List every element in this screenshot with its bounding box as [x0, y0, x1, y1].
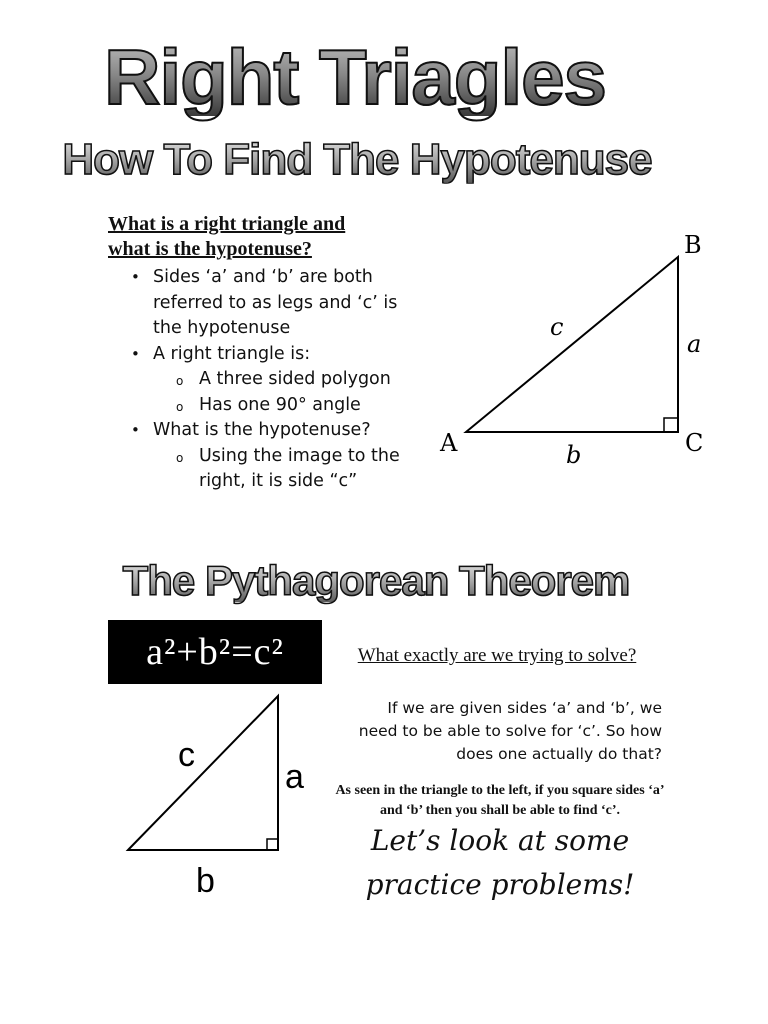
note-text: As seen in the triangle to the left, if you square sides ‘a’ and ‘b’ then you shall be able to find ‘c’. — [335, 783, 665, 818]
side-label-b: b — [566, 441, 582, 469]
vertex-label-c: C — [685, 429, 704, 457]
side-label-a: a — [687, 330, 702, 358]
side-label-c: c — [178, 736, 195, 774]
bullet-item — [128, 265, 428, 342]
question-heading: What exactly are we trying to solve? — [357, 645, 637, 666]
formula-text: a²+b²=c² — [146, 631, 284, 673]
section-heading — [108, 212, 398, 262]
theorem-triangle-diagram — [118, 690, 318, 905]
side-label-b: b — [196, 862, 215, 900]
bullet-item — [128, 418, 428, 495]
answer-text: If we are given sides ‘a’ and ‘b’, we need to be able to solve for ‘c’. So how does one actually do that? — [358, 699, 662, 763]
side-label-c: c — [550, 313, 564, 341]
page-subtitle: How To Find The Hypotenuse — [0, 138, 714, 182]
section-heading-line1: What is a right triangle and — [108, 213, 346, 235]
sub-bullet-item: o Using the image to the right, it is side “c” — [173, 444, 428, 495]
triangle-outline — [466, 257, 678, 432]
page-title: Right Triagles — [0, 38, 710, 116]
right-angle-marker — [664, 418, 678, 432]
bullet-text: What is the hypotenuse? — [153, 420, 371, 440]
vertex-label-a: A — [440, 429, 458, 457]
formula-box — [108, 620, 322, 684]
sub-bullet-item: o Has one 90° angle — [173, 393, 428, 419]
theorem-heading: The Pythagorean Theorem — [0, 560, 752, 602]
sub-bullet-item: o A three sided polygon — [173, 367, 428, 393]
right-angle-marker — [267, 839, 278, 850]
vertex-label-b: B — [684, 231, 702, 259]
bullet-text: Sides ‘a’ and ‘b’ are both referred to as legs and ‘c’ is the hypotenuse — [153, 267, 398, 338]
triangle-outline — [128, 696, 278, 850]
section-heading-line2: what is the hypotenuse? — [108, 238, 312, 260]
bullet-item — [128, 342, 428, 419]
side-label-a: a — [285, 758, 304, 796]
right-triangle-diagram — [432, 225, 722, 475]
bullet-text: A right triangle is: — [153, 343, 311, 364]
bullet-list — [128, 265, 428, 495]
cta-text: Let’s look at some practice problems! — [365, 824, 635, 901]
